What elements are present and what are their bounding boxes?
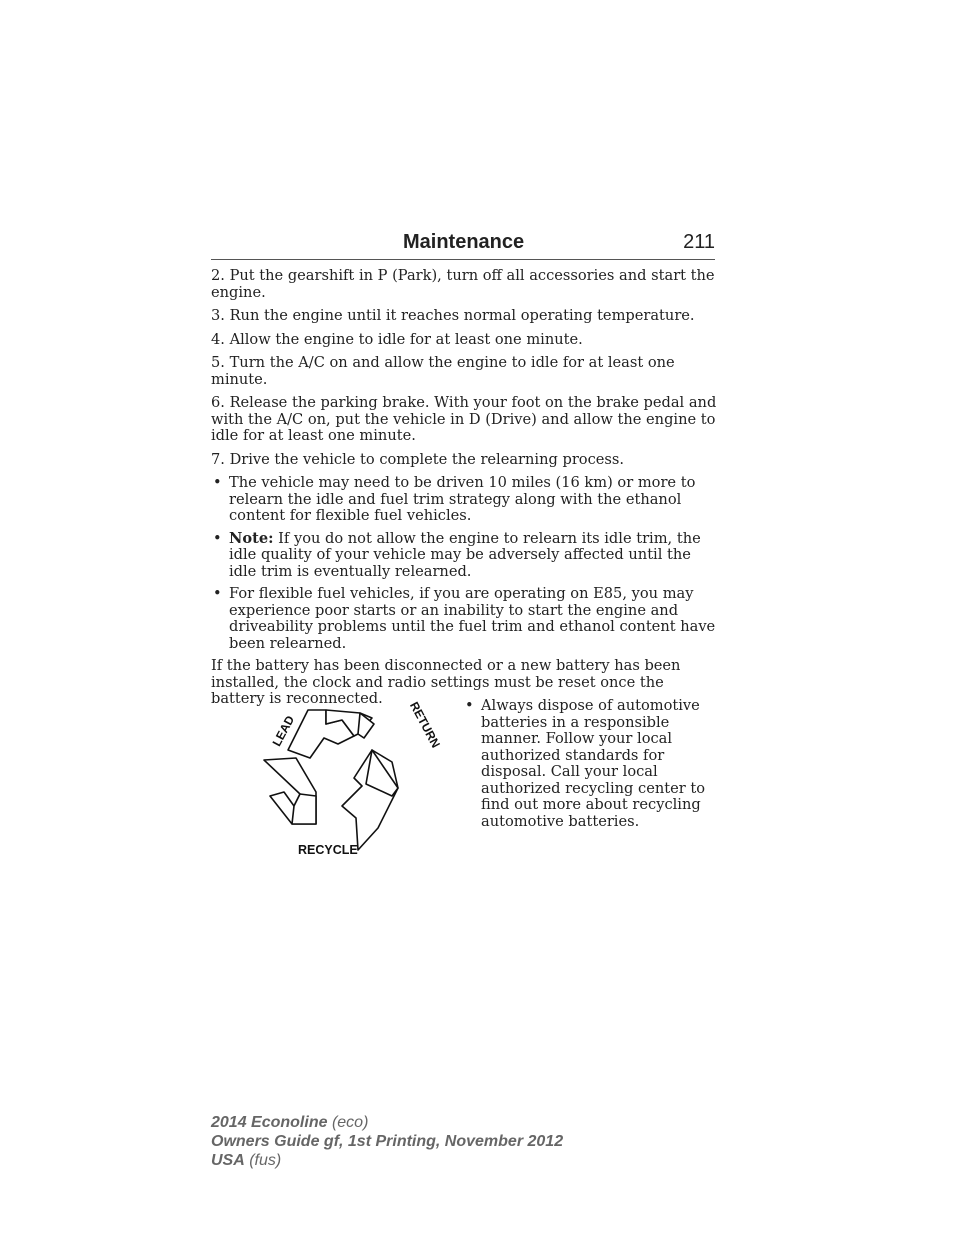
disposal-bullet xyxy=(463,698,721,830)
recycle-figure xyxy=(246,699,443,865)
label-recycle: RECYCLE xyxy=(298,843,358,857)
page-number: 211 xyxy=(683,231,715,253)
body-text xyxy=(211,268,717,715)
label-lead: LEAD xyxy=(269,713,298,749)
step-7: 7. Drive the vehicle to complete the relearning process. xyxy=(211,450,625,468)
bullet-note: • Note: If you do not allow the engine to relearn its idle trim, the idle quality of your vehicle may be adversely affected until the idle trim is eventually relearned. xyxy=(211,531,717,581)
disposal-bullet-item: • Always dispose of automotive batteries in a responsible manner. Follow your local authorized standards for disposal. Call your local authorized recycling center to find out more about recycling automotive batteries. xyxy=(463,698,721,830)
step-2: 2. Put the gearshift in P (Park), turn off all accessories and start the engine. xyxy=(211,267,715,301)
bullet-list xyxy=(211,475,717,652)
page-header xyxy=(211,229,715,260)
note-label: Note: xyxy=(229,529,274,547)
footer-line-2: Owners Guide gf, 1st Printing, November 2012 xyxy=(211,1133,564,1150)
page-footer xyxy=(211,1113,563,1170)
bullet-flex-fuel: • For flexible fuel vehicles, if you are operating on E85, you may experience poor starts or an inability to start the engine and driveability problems until the fuel trim and ethanol content have been relearned. xyxy=(211,586,717,652)
step-6: 6. Release the parking brake. With your foot on the brake pedal and with the A/C on, put the vehicle in D (Drive) and allow the engine to idle for at least one minute. xyxy=(211,394,717,444)
step-5: 5. Turn the A/C on and allow the engine to idle for at least one minute. xyxy=(211,354,675,388)
footer-line-3: USA (fus) xyxy=(211,1152,282,1169)
step-4: 4. Allow the engine to idle for at least one minute. xyxy=(211,330,583,348)
battery-paragraph: If the battery has been disconnected or a new battery has been installed, the clock and radio settings must be reset once the battery is reconnected. xyxy=(211,657,681,707)
footer-line-1: 2014 Econoline (eco) xyxy=(211,1114,369,1131)
recycle-arrows-icon xyxy=(246,699,443,865)
step-3: 3. Run the engine until it reaches normal operating temperature. xyxy=(211,307,695,324)
section-title: Maintenance xyxy=(403,231,525,253)
label-return: RETURN xyxy=(407,699,443,751)
bullet-relearn-distance: • The vehicle may need to be driven 10 miles (16 km) or more to relearn the idle and fuel trim strategy along with the ethanol content for flexible fuel vehicles. xyxy=(211,475,717,525)
